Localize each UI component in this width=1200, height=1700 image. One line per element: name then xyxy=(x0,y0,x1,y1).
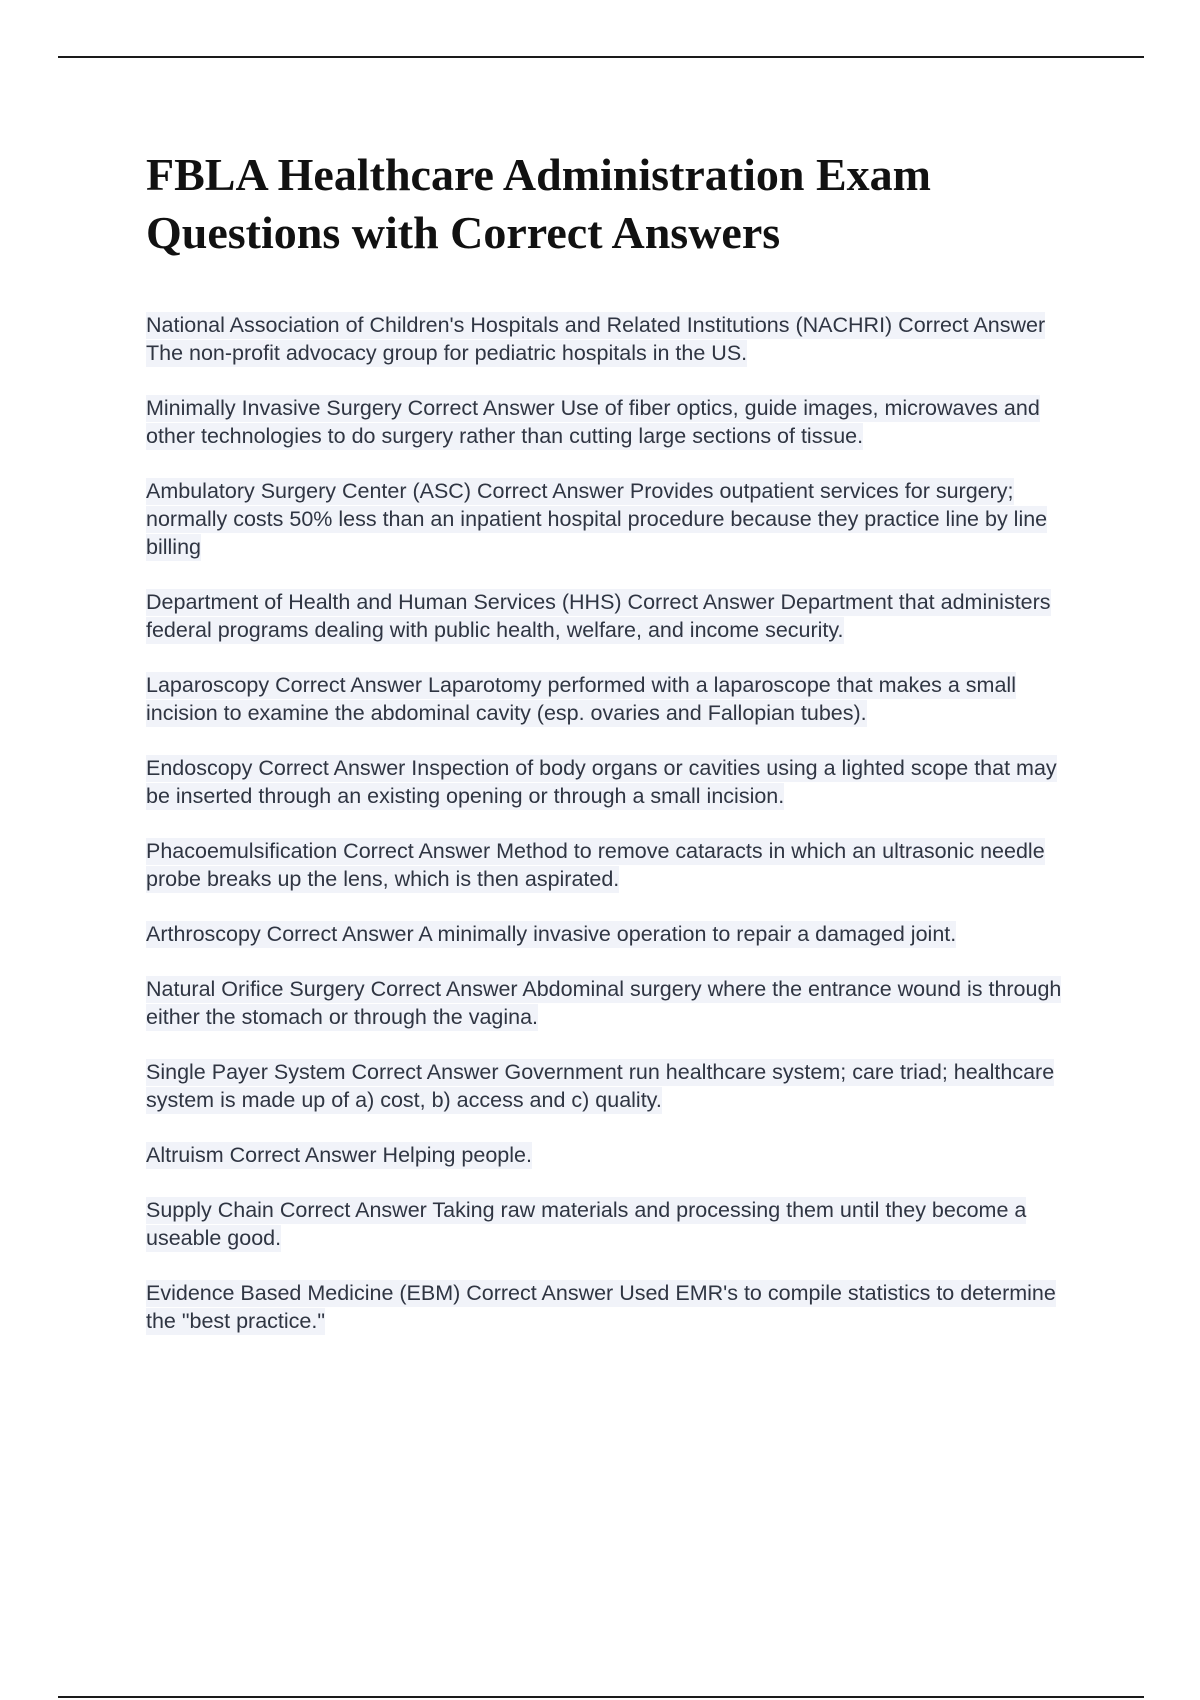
qa-entry-text: Endoscopy Correct Answer Inspection of body organs or cavities using a lighted scope that may be inserted through an existing opening or through a small incision. xyxy=(146,756,1057,808)
qa-entry xyxy=(146,837,1086,893)
qa-entry-text: Single Payer System Correct Answer Government run healthcare system; care triad; healthcare system is made up of a) cost, b) access and c) quality. xyxy=(146,1060,1055,1112)
qa-entry xyxy=(146,975,1086,1031)
qa-entry-text: Evidence Based Medicine (EBM) Correct Answer Used EMR's to compile statistics to determine the "best practice." xyxy=(146,1281,1056,1333)
qa-entry xyxy=(146,920,1086,948)
qa-entry-text: Ambulatory Surgery Center (ASC) Correct Answer Provides outpatient services for surgery; normally costs 50% less than an inpatient hospital procedure because they practice line by line billing xyxy=(146,479,1048,559)
bottom-divider xyxy=(58,1696,1144,1698)
top-divider xyxy=(58,56,1144,58)
qa-entry xyxy=(146,671,1086,727)
qa-entry-text: Department of Health and Human Services (HHS) Correct Answer Department that administers federal programs dealing with public health, welfare, and income security. xyxy=(146,590,1051,642)
qa-entry-text: Laparoscopy Correct Answer Laparotomy performed with a laparoscope that makes a small incision to examine the abdominal cavity (esp. ovaries and Fallopian tubes). xyxy=(146,673,1016,725)
qa-entry-text: Phacoemulsification Correct Answer Method to remove cataracts in which an ultrasonic needle probe breaks up the lens, which is then aspirated. xyxy=(146,839,1045,891)
qa-entry-text: Natural Orifice Surgery Correct Answer Abdominal surgery where the entrance wound is through either the stomach or through the vagina. xyxy=(146,977,1062,1029)
qa-entry xyxy=(146,1279,1086,1335)
qa-entry xyxy=(146,754,1086,810)
qa-entry-text: Supply Chain Correct Answer Taking raw materials and processing them until they become a useable good. xyxy=(146,1198,1027,1250)
qa-list xyxy=(146,311,1086,1362)
qa-entry xyxy=(146,394,1086,450)
qa-entry-text: Arthroscopy Correct Answer A minimally invasive operation to repair a damaged joint. xyxy=(146,922,957,946)
qa-entry-text: Minimally Invasive Surgery Correct Answer Use of fiber optics, guide images, microwaves and other technologies to do surgery rather than cutting large sections of tissue. xyxy=(146,396,1040,448)
qa-entry xyxy=(146,1196,1086,1252)
qa-entry xyxy=(146,588,1086,644)
qa-entry xyxy=(146,311,1086,367)
document-title: FBLA Healthcare Administration Exam Questions with Correct Answers xyxy=(146,149,931,258)
qa-entry xyxy=(146,477,1086,561)
qa-entry xyxy=(146,1141,1086,1169)
qa-entry-text: Altruism Correct Answer Helping people. xyxy=(146,1143,532,1167)
qa-entry-text: National Association of Children's Hospitals and Related Institutions (NACHRI) Correct Answer The non-profit advocacy group for pediatric hospitals in the US. xyxy=(146,313,1046,365)
qa-entry xyxy=(146,1058,1086,1114)
